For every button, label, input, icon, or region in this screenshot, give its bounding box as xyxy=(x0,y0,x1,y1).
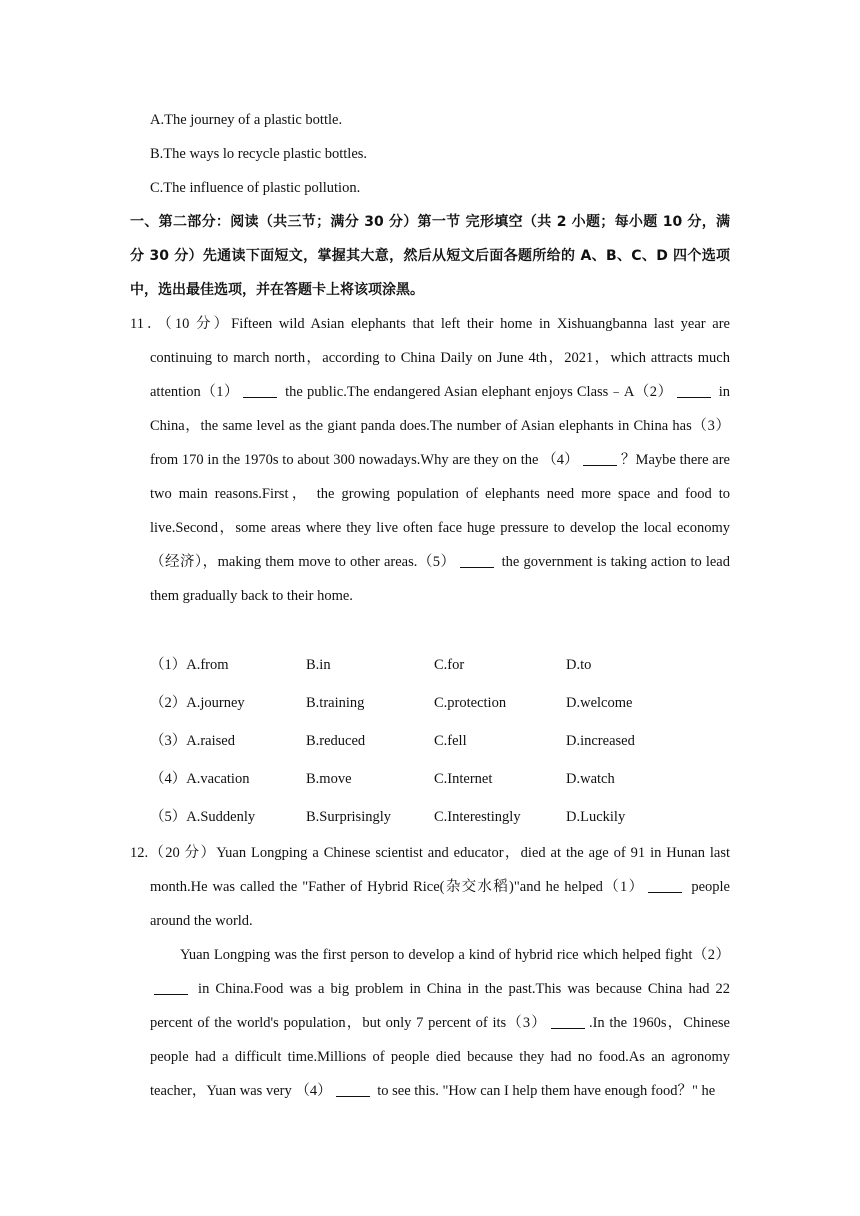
blank-2 xyxy=(677,383,711,399)
choice-5d: D.Luckily xyxy=(566,809,626,825)
heading-text-3: 小题；每小题 xyxy=(566,214,663,230)
q11-text-1: Fifteen wild Asian elephants that left their home in Xishuangbanna last year are continuing to march north，according to China Daily on June 4th，2021，which attracts much attention（1） xyxy=(150,316,730,400)
q11-choices xyxy=(150,646,730,836)
heading-text-1: 一、第二部分：阅读（共三节；满分 xyxy=(130,214,365,230)
choice-4a: （4）A.vacation xyxy=(150,771,250,787)
choice-3a: （3）A.raised xyxy=(150,733,235,749)
heading-text-2: 分）第一节 完形填空（共 xyxy=(383,214,557,230)
heading-num-2: 2 xyxy=(556,214,567,230)
q12-blank-1 xyxy=(648,878,682,894)
option-a-prev: A.The journey of a plastic bottle. xyxy=(150,112,343,128)
choice-3c: C.fell xyxy=(434,733,467,749)
q12-blank-2 xyxy=(154,980,188,996)
q12-p2-text-c: .In the 1960s，Chinese people had a difficult time.Millions of people died because they had no food.As an agronomy teacher，Yuan was very （4） xyxy=(150,1015,730,1099)
heading-num-3: 10 xyxy=(662,214,683,230)
question-12 xyxy=(130,836,730,1108)
question-12-paragraph-1 xyxy=(130,836,730,938)
blank-1 xyxy=(243,383,277,399)
q12-blank-3 xyxy=(551,1014,585,1030)
choice-2d: D.welcome xyxy=(566,695,633,711)
choice-2a: （2）A.journey xyxy=(150,695,245,711)
choice-row-4 xyxy=(150,760,730,798)
question-11-paragraph xyxy=(130,307,730,613)
choice-3b: B.reduced xyxy=(306,733,366,749)
choice-1c: C.for xyxy=(434,657,465,673)
choice-3d: D.increased xyxy=(566,733,635,749)
q12-p2-text-a: Yuan Longping was the first person to develop a kind of hybrid rice which helped fight（2） xyxy=(180,947,730,963)
choice-5c: C.Interestingly xyxy=(434,809,521,825)
question-12-label: 12.（20 分） xyxy=(130,845,217,861)
blank-4 xyxy=(583,451,617,467)
choice-2c: C.protection xyxy=(434,695,507,711)
choice-5b: B.Surprisingly xyxy=(306,809,391,825)
choice-2b: B.training xyxy=(306,695,365,711)
heading-text-5: 分）先通读下面短文，掌握其大意，然后从短文后面各题所给的 xyxy=(169,248,581,264)
choice-row-2 xyxy=(150,684,730,722)
option-b-prev: B.The ways lo recycle plastic bottles. xyxy=(150,146,368,162)
heading-num-1: 30 xyxy=(364,214,384,230)
choice-4c: C.Internet xyxy=(434,771,493,787)
q11-text-3: in China，the same level as the giant panda does.The number of Asian elephants in China has（3）from 170 in the 1970s to about 300 nowadays.Why are they on the （4） xyxy=(150,384,730,468)
q11-text-2: the public.The endangered Asian elephant enjoys Class﹣A（2） xyxy=(281,384,673,400)
heading-text-4: 分，满分 xyxy=(130,214,731,264)
question-11-label: 11．（10 分） xyxy=(130,316,232,332)
choice-row-5 xyxy=(150,798,730,836)
choice-1a: （1）A.from xyxy=(150,657,229,673)
option-c-prev: C.The influence of plastic pollution. xyxy=(150,180,361,196)
q12-p2-text-b: in China.Food was a big problem in China in the past.This was because China had 22 percent of the world's population，but only 7 percent of its（3） xyxy=(150,981,730,1031)
blank-5 xyxy=(460,553,494,569)
choice-4d: D.watch xyxy=(566,771,615,787)
choice-5a: （5）A.Suddenly xyxy=(150,809,256,825)
q12-blank-4 xyxy=(336,1082,370,1098)
question-11 xyxy=(130,307,730,613)
choice-1d: D.to xyxy=(566,657,592,673)
q11-text-5: the government is taking action to lead them gradually back to their home. xyxy=(150,554,730,604)
q12-text-1: Yuan Longping a Chinese scientist and educator，died at the age of 91 in Hunan last month.He was called the "Father of Hybrid Rice(杂交水稻)"and he helped（1） xyxy=(150,845,731,895)
choice-row-3 xyxy=(150,722,730,760)
question-12-paragraph-2 xyxy=(150,938,730,1108)
choice-row-1 xyxy=(150,646,730,684)
choice-1b: B.in xyxy=(306,657,331,673)
section-heading xyxy=(130,205,730,307)
heading-num-4: 30 xyxy=(149,248,170,264)
q12-text-2: people around the world. xyxy=(150,879,730,929)
heading-text-6: 四个选项中，选出最佳选项，并在答题卡上将该项涂黑。 xyxy=(130,248,731,298)
q11-text-4: ？Maybe there are two main reasons.First， the growing population of elephants need more space and food to live.Second，some areas where they live often face huge pressure to develop the local economy（经济），making them move to other areas.（5） xyxy=(150,452,730,570)
heading-letters: A、B、C、D xyxy=(580,248,668,264)
choice-4b: B.move xyxy=(306,771,352,787)
q12-p2-text-d: to see this. "How can I help them have enough food？" he xyxy=(373,1083,716,1099)
